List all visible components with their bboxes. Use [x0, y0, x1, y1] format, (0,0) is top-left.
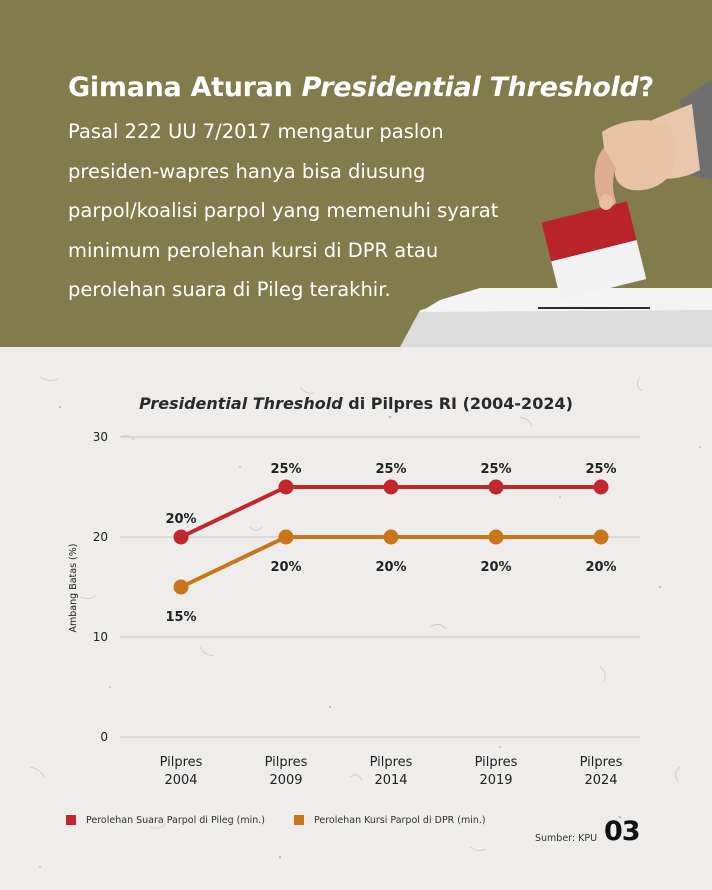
legend-label-kursi: Perolehan Kursi Parpol di DPR (min.) — [314, 814, 486, 826]
x-tick-label — [475, 755, 518, 788]
legend-item-kursi — [294, 812, 486, 828]
data-label: 20% — [585, 560, 617, 575]
data-label: 25% — [480, 462, 512, 477]
data-point — [174, 580, 189, 595]
headline-emphasis: Presidential Threshold — [301, 72, 639, 103]
data-point — [279, 530, 294, 545]
x-tick-label-line: Pilpres — [579, 755, 623, 770]
x-tick-label — [265, 755, 308, 788]
data-label: 15% — [165, 610, 197, 625]
x-tick-label — [580, 755, 623, 788]
header-panel — [0, 0, 712, 347]
y-tick-label: 10 — [92, 630, 108, 644]
y-tick-label: 0 — [100, 730, 108, 744]
headline — [68, 72, 654, 103]
x-tick-label-line: 2019 — [479, 773, 513, 788]
data-point — [174, 530, 189, 545]
body-line: minimum perolehan kursi di DPR atau — [68, 238, 439, 262]
data-label: 20% — [480, 560, 512, 575]
x-tick-label-line: Pilpres — [369, 755, 413, 770]
x-tick-label-line: Pilpres — [264, 755, 308, 770]
body-text — [68, 112, 538, 310]
body-line: presiden-wapres hanya bisa diusung — [68, 159, 426, 183]
series — [165, 462, 616, 625]
body-line: perolehan suara di Pileg terakhir. — [68, 278, 391, 301]
grid — [120, 437, 640, 737]
y-tick-label: 30 — [92, 430, 108, 444]
data-point — [279, 480, 294, 495]
legend-swatch-suara — [66, 815, 76, 825]
data-point — [384, 530, 399, 545]
x-tick-label — [160, 755, 203, 788]
data-point — [489, 530, 504, 545]
legend-label-suara: Perolehan Suara Parpol di Pileg (min.) — [86, 814, 265, 826]
chart-title — [0, 394, 712, 413]
x-tick-label — [370, 755, 413, 788]
x-axis-ticks — [160, 755, 623, 788]
chart-title-rest: di Pilpres RI (2004-2024) — [348, 394, 573, 413]
data-point — [489, 480, 504, 495]
y-tick-label: 20 — [92, 530, 108, 544]
legend-item-suara — [66, 812, 265, 828]
chart-title-emphasis: Presidential Threshold — [139, 394, 343, 413]
x-tick-label-line: Pilpres — [474, 755, 518, 770]
y-axis-label: Ambang Batas (%) — [68, 543, 79, 633]
x-tick-label-line: 2004 — [164, 773, 198, 788]
x-tick-label-line: 2014 — [374, 773, 408, 788]
data-label: 25% — [270, 462, 302, 477]
data-point — [384, 480, 399, 495]
x-tick-label-line: 2024 — [584, 773, 618, 788]
x-tick-label-line: Pilpres — [159, 755, 203, 770]
source-note: Sumber: KPU — [535, 833, 598, 844]
y-axis-ticks — [93, 430, 108, 744]
data-label: 20% — [165, 512, 197, 527]
data-label: 20% — [375, 560, 407, 575]
legend-swatch-kursi — [294, 815, 304, 825]
line-chart — [0, 420, 712, 810]
data-label: 20% — [270, 560, 302, 575]
body-line: Pasal 222 UU 7/2017 mengatur paslon — [68, 120, 444, 143]
x-tick-label-line: 2009 — [269, 773, 303, 788]
page-number: 03 — [604, 816, 640, 847]
data-point — [594, 530, 609, 545]
headline-prefix: Gimana Aturan — [68, 72, 293, 103]
headline-suffix: ? — [638, 72, 654, 103]
data-label: 25% — [375, 462, 407, 477]
data-label: 25% — [585, 462, 617, 477]
data-point — [594, 480, 609, 495]
body-line: parpol/koalisi parpol yang memenuhi syarat — [68, 199, 499, 222]
